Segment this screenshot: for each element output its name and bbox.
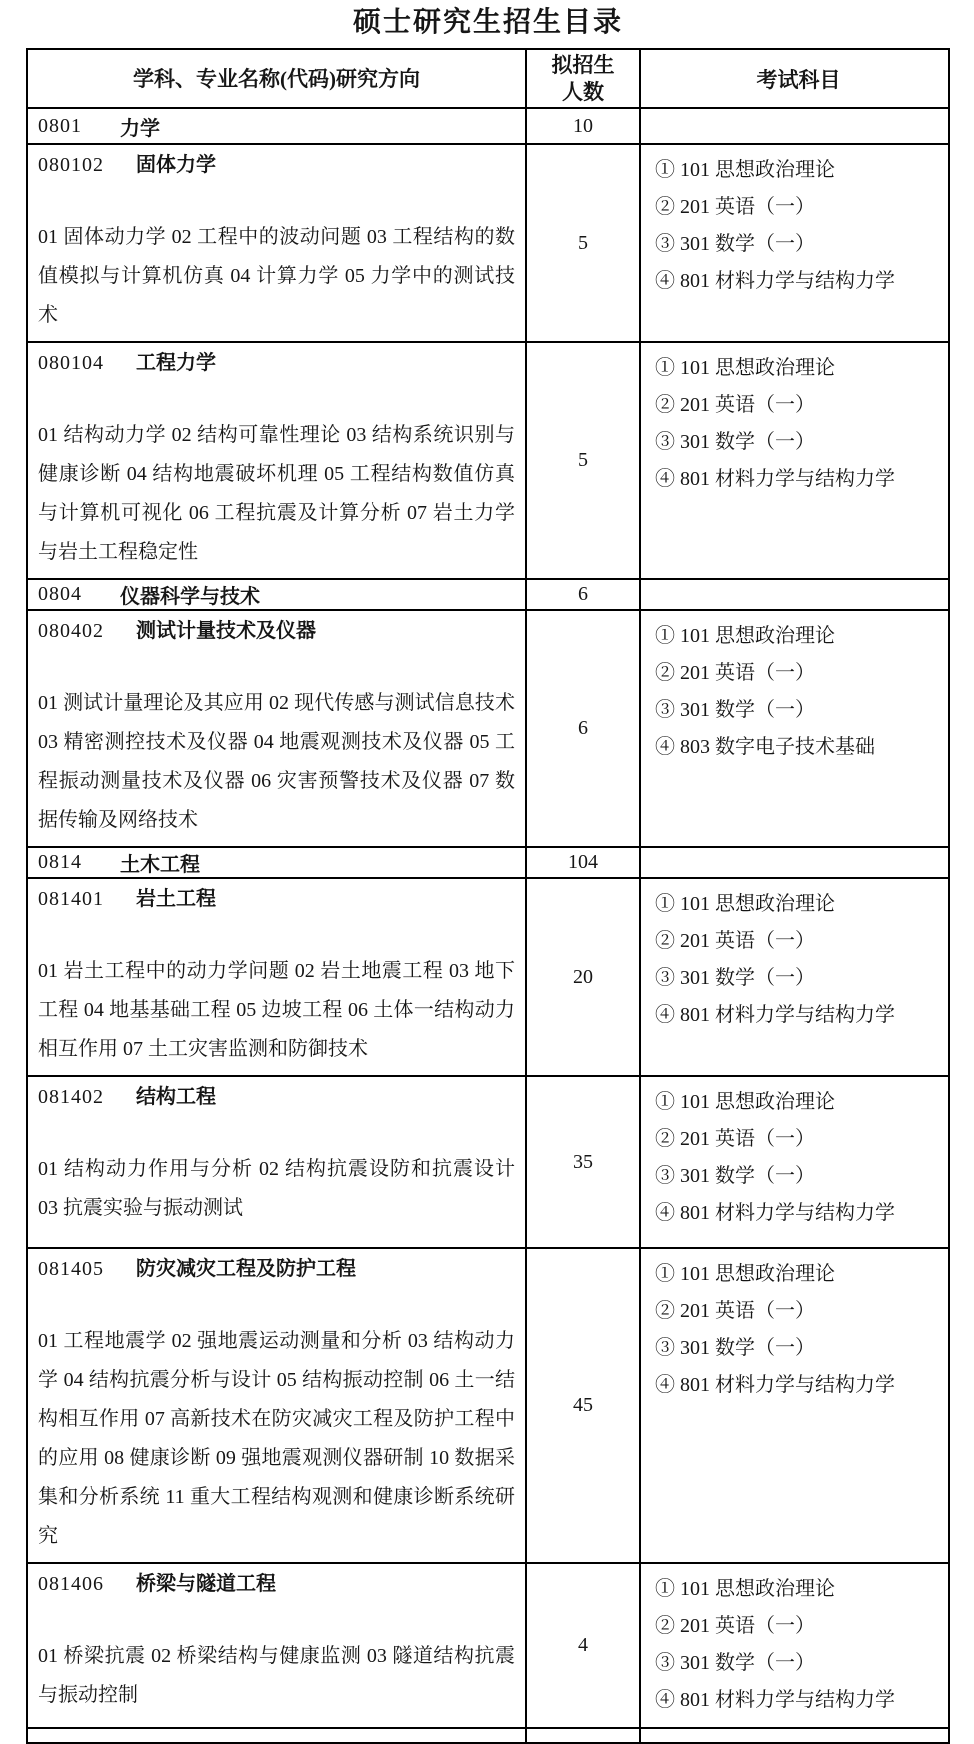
enrollment-cell: 35 [527, 1077, 641, 1247]
major-cell [28, 1729, 527, 1742]
enrollment-cell: 104 [527, 848, 641, 877]
major-cell [28, 879, 527, 1075]
major-code: 081402 [38, 1086, 104, 1108]
exam-subject: ② 201 英语（一） [655, 394, 815, 416]
exam-subject: ③ 301 数学（一） [655, 699, 815, 721]
major-code: 081401 [38, 888, 104, 910]
subjects-cell [641, 1729, 948, 1742]
research-directions: 01 结构动力学 02 结构可靠性理论 03 结构系统识别与健康诊断 04 结构地震破坏机理 05 工程结构数值仿真与计算机可视化 06 工程抗震及计算分析 07 岩土力学与岩土工程稳定性 [38, 424, 515, 563]
exam-subject: ② 201 英语（一） [655, 1300, 815, 1322]
subjects-cell [641, 109, 948, 143]
major-cell [28, 145, 527, 341]
research-directions: 01 工程地震学 02 强地震运动测量和分析 03 结构动力学 04 结构抗震分析与设计 05 结构振动控制 06 土一结构相互作用 07 高新技术在防灾减灾工程及防护工程中的应用 08 健康诊断 09 强地震观测仪器研制 10 数据采集和分析系统 11 重大工程结构观测和健康诊断系统研究 [38, 1330, 515, 1547]
enrollment-cell [527, 1729, 641, 1742]
major-heading [38, 348, 515, 379]
exam-subject: ① 101 思想政治理论 [655, 1091, 835, 1113]
major-cell [28, 1249, 527, 1562]
major-name: 土木工程 [120, 854, 200, 876]
subjects-cell [641, 879, 948, 1075]
exam-subject: ④ 801 材料力学与结构力学 [655, 1374, 895, 1396]
exam-subject: ① 101 思想政治理论 [655, 625, 835, 647]
exam-subject: ③ 301 数学（一） [655, 1337, 815, 1359]
major-code: 0801 [38, 114, 82, 137]
exam-subject: ① 101 思想政治理论 [655, 159, 835, 181]
major-code: 080402 [38, 620, 104, 642]
major-heading [38, 150, 515, 181]
enrollment-cell: 5 [527, 343, 641, 578]
table-row-0814 [28, 848, 948, 879]
enrollment-cell: 6 [527, 611, 641, 846]
table-row-0801 [28, 109, 948, 145]
exam-subject: ② 201 英语（一） [655, 1615, 815, 1637]
major-name: 工程力学 [136, 352, 216, 374]
admissions-table [26, 48, 950, 1744]
major-code: 080102 [38, 154, 104, 176]
table-row-081401 [28, 879, 948, 1077]
header-enrollment-line2: 人数 [562, 79, 604, 104]
enrollment-cell: 20 [527, 879, 641, 1075]
major-name: 仪器科学与技术 [120, 586, 260, 608]
table-row-081405 [28, 1249, 948, 1564]
research-directions: 01 结构动力作用与分析 02 结构抗震设防和抗震设计 03 抗震实验与振动测试 [38, 1158, 515, 1219]
enrollment-cell: 5 [527, 145, 641, 341]
major-name: 岩土工程 [136, 888, 216, 910]
major-name: 力学 [120, 117, 160, 140]
major-cell [28, 580, 527, 609]
subjects-cell [641, 1249, 948, 1562]
exam-subject: ③ 301 数学（一） [655, 1165, 815, 1187]
exam-subject: ① 101 思想政治理论 [655, 357, 835, 379]
subjects-cell [641, 1564, 948, 1727]
major-heading [38, 1254, 515, 1285]
major-cell [28, 1077, 527, 1247]
research-directions: 01 固体动力学 02 工程中的波动问题 03 工程结构的数值模拟与计算机仿真 04 计算力学 05 力学中的测试技术 [38, 226, 515, 326]
page-title: 硕士研究生招生目录 [352, 7, 623, 38]
research-directions: 01 岩土工程中的动力学问题 02 岩土地震工程 03 地下工程 04 地基基础工程 05 边坡工程 06 土体一结构动力相互作用 07 土工灾害监测和防御技术 [38, 960, 515, 1060]
major-name: 测试计量技术及仪器 [136, 620, 316, 642]
major-name: 固体力学 [136, 154, 216, 176]
enrollment-cell: 4 [527, 1564, 641, 1727]
major-cell [28, 848, 527, 877]
major-code: 081406 [38, 1573, 104, 1595]
subjects-cell [641, 1077, 948, 1247]
table-row-080104 [28, 343, 948, 580]
subjects-cell [641, 848, 948, 877]
enrollment-cell: 45 [527, 1249, 641, 1562]
major-cell [28, 611, 527, 846]
major-code: 080104 [38, 352, 104, 374]
table-row-080102 [28, 145, 948, 343]
major-name: 防灾减灾工程及防护工程 [136, 1258, 356, 1280]
research-directions: 01 桥梁抗震 02 桥梁结构与健康监测 03 隧道结构抗震与振动控制 [38, 1645, 515, 1706]
exam-subject: ③ 301 数学（一） [655, 233, 815, 255]
exam-subject: ③ 301 数学（一） [655, 431, 815, 453]
exam-subject: ④ 801 材料力学与结构力学 [655, 270, 895, 292]
major-heading [38, 1569, 515, 1600]
exam-subject: ② 201 英语（一） [655, 662, 815, 684]
major-code: 0814 [38, 851, 82, 873]
exam-subject: ① 101 思想政治理论 [655, 893, 835, 915]
exam-subject: ④ 803 数字电子技术基础 [655, 736, 875, 758]
research-directions: 01 测试计量理论及其应用 02 现代传感与测试信息技术 03 精密测控技术及仪器 04 地震观测技术及仪器 05 工程振动测量技术及仪器 06 灾害预警技术及仪器 07 数据传输及网络技术 [38, 692, 515, 831]
major-cell [28, 1564, 527, 1727]
exam-subject: ② 201 英语（一） [655, 196, 815, 218]
exam-subject: ④ 801 材料力学与结构力学 [655, 1004, 895, 1026]
exam-subject: ① 101 思想政治理论 [655, 1263, 835, 1285]
major-heading [38, 1082, 515, 1113]
table-row-081406 [28, 1564, 948, 1729]
exam-subject: ③ 301 数学（一） [655, 1652, 815, 1674]
major-cell [28, 109, 527, 143]
major-cell [28, 343, 527, 578]
exam-subject: ④ 801 材料力学与结构力学 [655, 468, 895, 490]
table-row-0804 [28, 580, 948, 611]
table-row-080402 [28, 611, 948, 848]
subjects-cell [641, 145, 948, 341]
header-discipline: 学科、专业名称(代码)研究方向 [28, 50, 527, 107]
subjects-cell [641, 611, 948, 846]
enrollment-cell: 10 [527, 109, 641, 143]
exam-subject: ④ 801 材料力学与结构力学 [655, 1689, 895, 1711]
table-header-row [28, 50, 948, 109]
exam-subject: ④ 801 材料力学与结构力学 [655, 1202, 895, 1224]
major-heading [38, 616, 515, 647]
header-enrollment-line1: 拟招生 [551, 52, 615, 77]
exam-subject: ② 201 英语（一） [655, 1128, 815, 1150]
enrollment-cell: 6 [527, 580, 641, 609]
table-row-partial [28, 1729, 948, 1742]
major-code: 0804 [38, 583, 82, 605]
subjects-cell [641, 343, 948, 578]
subjects-cell [641, 580, 948, 609]
major-code: 081405 [38, 1258, 104, 1280]
exam-subject: ③ 301 数学（一） [655, 967, 815, 989]
exam-subject: ① 101 思想政治理论 [655, 1578, 835, 1600]
exam-subject: ② 201 英语（一） [655, 930, 815, 952]
major-name: 结构工程 [136, 1086, 216, 1108]
header-enrollment [527, 50, 641, 107]
major-heading [38, 884, 515, 915]
major-name: 桥梁与隧道工程 [136, 1573, 276, 1595]
table-row-081402 [28, 1077, 948, 1249]
header-subjects: 考试科目 [756, 68, 841, 92]
